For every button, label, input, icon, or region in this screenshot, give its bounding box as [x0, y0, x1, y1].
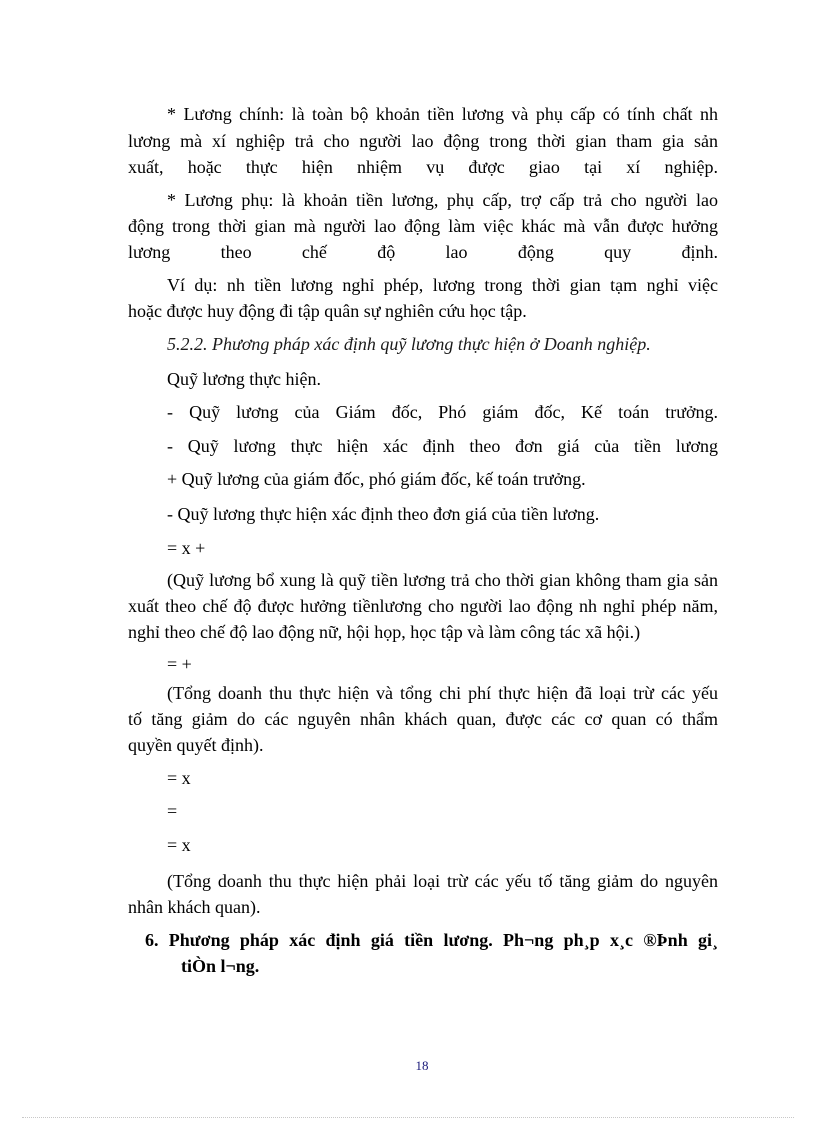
paragraph-vi-du-line1: Ví dụ: nh tiền lương nghỉ phép, lương trong thời gian tạm nghỉ việc	[167, 275, 718, 295]
section-heading-6-line2: tiÒn l¬ng.	[181, 956, 260, 976]
paragraph-luong-phu-line3: lương theo chế độ lao động quy định.	[128, 242, 718, 262]
page-number: 18	[415, 1058, 429, 1073]
paragraph-bo-xung-line1: (Quỹ lương bổ xung là quỹ tiền lương trả cho thời gian không tham gia sản	[167, 570, 718, 590]
page-bottom-border	[22, 1117, 794, 1118]
section-heading-6-line1: 6. Phương pháp xác định giá tiền lương. Ph¬ng ph¸p x¸c ®Þnh gi¸	[145, 930, 718, 950]
paragraph-tong-doanh-thu-line3: quyền quyết định).	[128, 735, 264, 755]
quy-luong-thuc-hien: Quỹ lương thực hiện.	[167, 369, 322, 389]
paragraph-tong-doanh-thu-2-line1: (Tổng doanh thu thực hiện phải loại trừ các yếu tố tăng giảm do nguyên	[167, 871, 718, 891]
list-item-2: - Quỹ lương thực hiện xác định theo đơn giá của tiền lương	[167, 436, 718, 456]
equation-5: = x	[167, 835, 191, 855]
list-item-1: - Quỹ lương của Giám đốc, Phó giám đốc, Kế toán trưởng.	[167, 402, 718, 422]
paragraph-luong-chinh-line2: lương mà xí nghiệp trả cho người lao động trong thời gian tham gia sản	[128, 131, 718, 151]
paragraph-luong-chinh-line1: * Lương chính: là toàn bộ khoản tiền lương và phụ cấp có tính chất nh	[167, 104, 718, 124]
equation-1: = x +	[167, 538, 206, 558]
paragraph-tong-doanh-thu-line2: tố tăng giảm do các nguyên nhân khách quan, được các cơ quan có thẩm	[128, 709, 718, 729]
paragraph-luong-chinh-line3: xuất, hoặc thực hiện nhiệm vụ được giao tại xí nghiệp.	[128, 157, 718, 177]
equation-3: = x	[167, 768, 191, 788]
list-item-3: + Quỹ lương của giám đốc, phó giám đốc, kế toán trưởng.	[167, 469, 586, 489]
list-item-4: - Quỹ lương thực hiện xác định theo đơn giá của tiền lương.	[167, 504, 600, 524]
paragraph-vi-du-line2: hoặc được huy động đi tập quân sự nghiên cứu học tập.	[128, 301, 527, 321]
paragraph-tong-doanh-thu-line1: (Tổng doanh thu thực hiện và tổng chi phí thực hiện đã loại trừ các yếu	[167, 683, 718, 703]
equation-2: = +	[167, 654, 192, 674]
paragraph-luong-phu-line1: * Lương phụ: là khoản tiền lương, phụ cấp, trợ cấp trả cho người lao	[167, 190, 718, 210]
paragraph-bo-xung-line3: nghỉ theo chế độ lao động nữ, hội họp, học tập và làm công tác xã hội.)	[128, 622, 641, 642]
equation-4: =	[167, 801, 178, 821]
section-heading-6	[145, 927, 718, 979]
paragraph-luong-phu-line2: động trong thời gian mà người lao động làm việc khác mà vẫn được hưởng	[128, 216, 718, 236]
section-title: 5.2.2. Phương pháp xác định quỹ lương thực hiện ở Doanh nghiệp.	[167, 334, 651, 354]
paragraph-bo-xung-line2: xuất theo chế độ được hưởng tiềnlương cho người lao động nh nghỉ phép năm,	[128, 596, 718, 616]
paragraph-tong-doanh-thu-2-line2: nhân khách quan).	[128, 897, 261, 917]
